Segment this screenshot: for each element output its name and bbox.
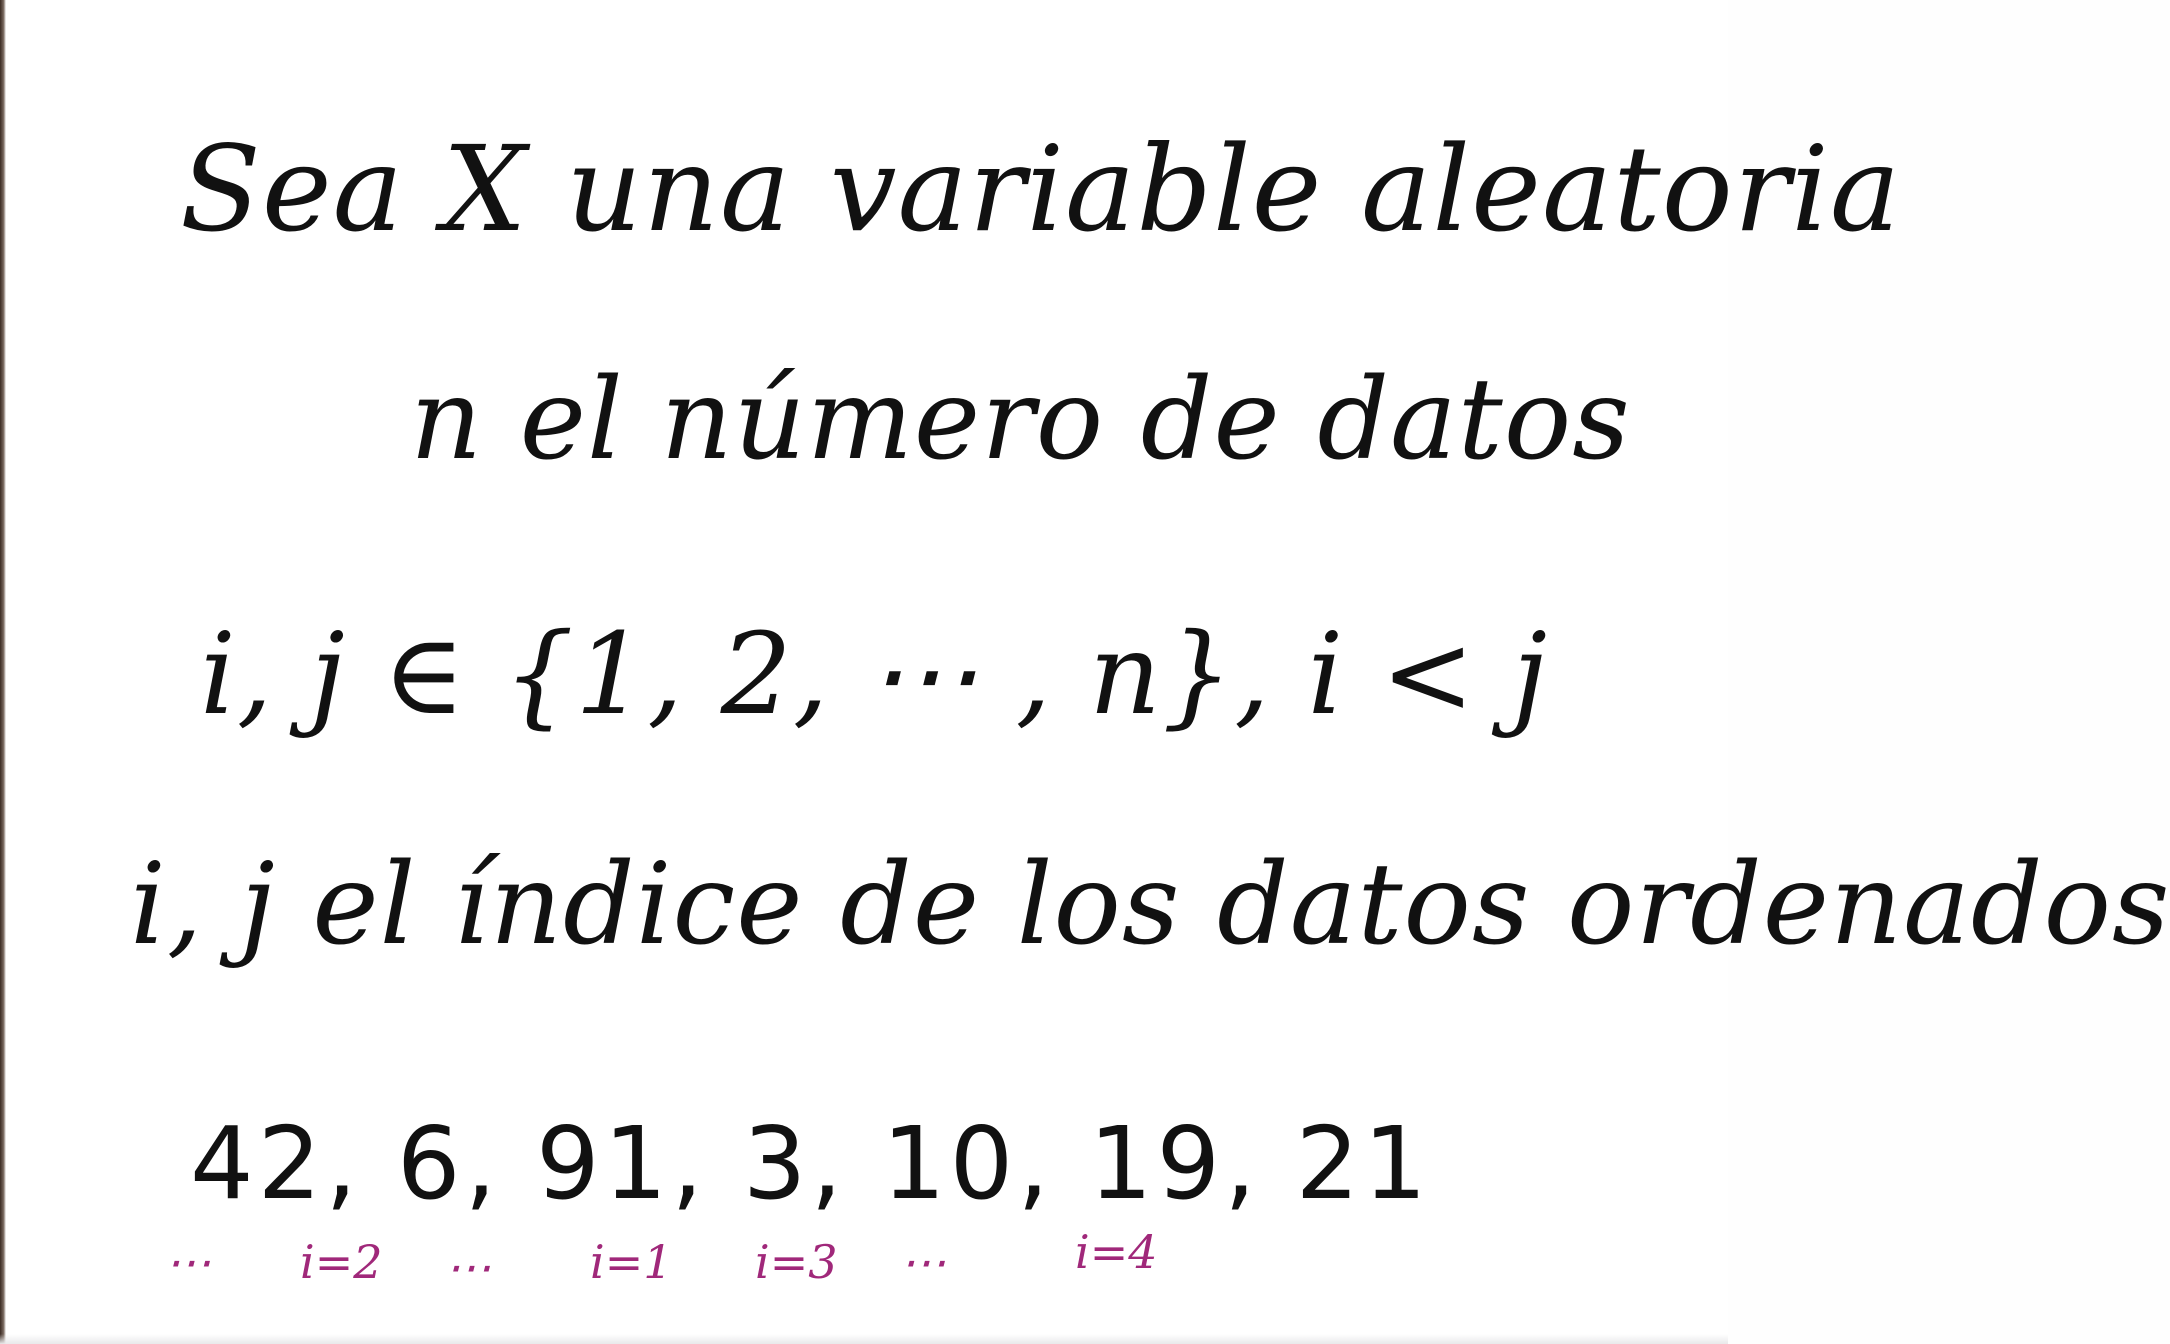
data-values: 42, 6, 91, 3, 10, 19, 21 <box>190 1105 1431 1222</box>
definition-random-variable: Sea X una variable aleatoria <box>180 120 1902 258</box>
index-definition: i, j el índice de los datos ordenados <box>130 840 2170 970</box>
page-bottom-shadow <box>0 1334 1728 1344</box>
annotation-i-3: i=3 <box>755 1235 838 1289</box>
annotation-ellipsis: ⋯ <box>900 1235 946 1289</box>
annotation-ellipsis: ⋯ <box>445 1240 491 1294</box>
annotation-i-1: i=1 <box>590 1235 673 1289</box>
annotation-ellipsis: ⋯ <box>165 1235 211 1289</box>
index-set-condition: i, j ∈ {1, 2, ⋯ , n}, i < j <box>200 610 1549 740</box>
annotation-i-4: i=4 <box>1075 1225 1158 1279</box>
definition-sample-size: n el número de datos <box>410 355 1631 485</box>
annotation-i-2: i=2 <box>300 1235 383 1289</box>
page-edge-shadow <box>0 0 6 1344</box>
